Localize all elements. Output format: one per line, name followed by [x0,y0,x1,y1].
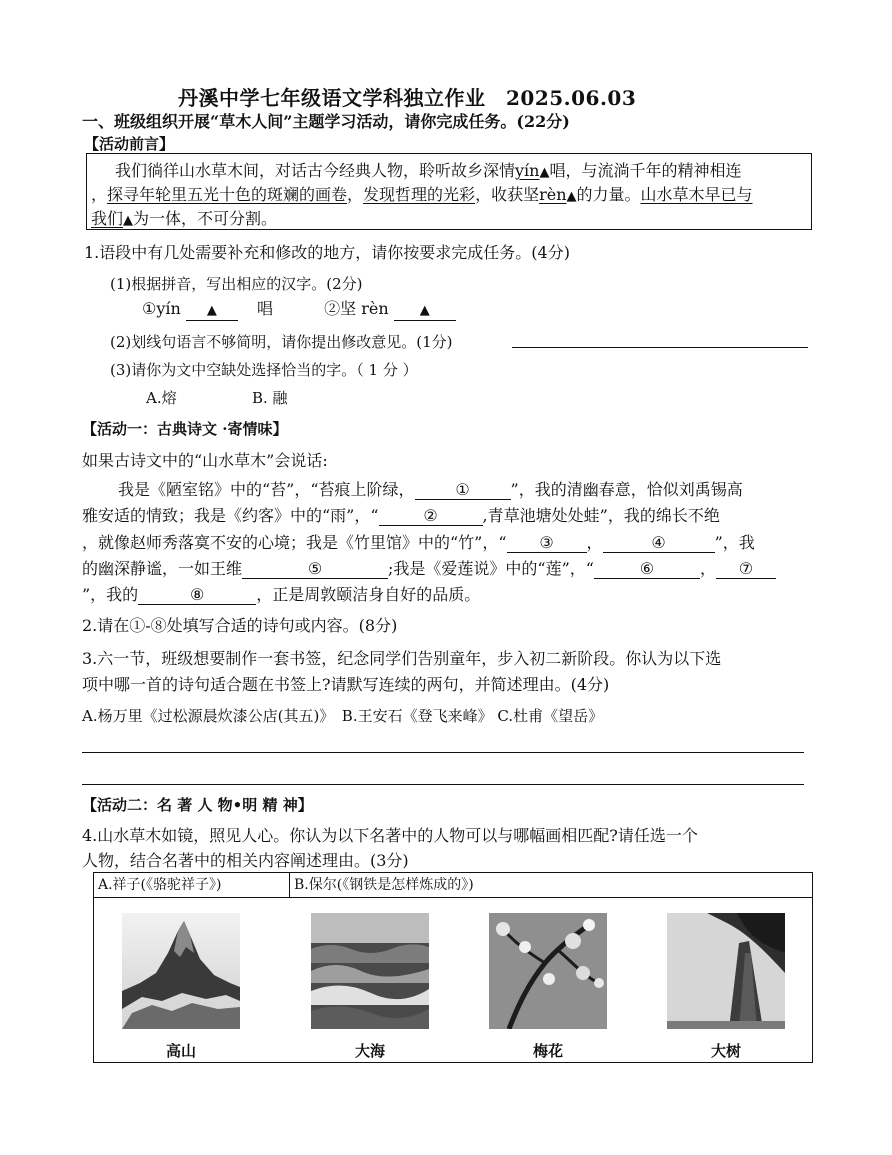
q1-option-b: B. 融 [252,389,288,407]
q4-table-header [94,873,812,898]
q1-sub3: (3)请你为文中空缺处选择恰当的字。（ 1 分 ） [110,361,418,379]
q4-option-b: B.保尔(《钢铁是怎样炼成的》) [294,877,474,893]
poem-blank-3[interactable]: ③ [507,534,587,553]
poem-line-1: 我是《陋室铭》中的“苔”，“苔痕上阶绿， ① ”，我的清幽春意，恰似刘禹锡高 [118,480,743,499]
answer-line-q3-2[interactable] [82,784,804,785]
q4-table [93,872,813,1063]
q4-option-a: A.祥子(《骆驼祥子》) [94,873,290,897]
section-one-heading: 一、班级组织开展“草木人间”主题学习活动，请你完成任务。(22分) [82,112,570,131]
mountain-picture [122,913,240,1029]
q1-stem: 1.语段中有几处需要补充和修改的地方，请你按要求完成任务。(4分) [84,243,570,262]
activity-intro-tag: 【活动前言】 [84,135,175,153]
q1-option-a: A.熔 [146,389,177,407]
underlined-sentence-2: 发现哲理的光彩 [363,185,476,204]
blank-marker: ▲ [123,213,134,228]
intro-line-3: 我们▲为一体，不可分割。 [91,209,278,228]
pinyin-ren: rèn [539,185,567,204]
answer-line-q3-1[interactable] [82,752,804,753]
poem-blank-5[interactable]: ⑤ [242,560,388,579]
poem-line-5: ”，我的 ⑧ ，正是周敦颐洁身自好的品质。 [82,585,481,604]
q1-sub1-answers: ①yín ▲ 唱 ②坚 rèn ▲ [142,296,456,322]
page-title: 丹溪中学七年级语文学科独立作业 2025.06.03 [178,86,637,110]
underlined-sentence-3: 山水草木早已与 [640,185,753,204]
tree-picture [667,913,785,1029]
answer-blank-ren[interactable]: ▲ [394,300,456,321]
poem-blank-6[interactable]: ⑥ [594,560,700,579]
answer-blank-yin[interactable]: ▲ [186,300,238,321]
q3-line-1: 3.六一节，班级想要制作一套书签，纪念同学们告别童年，步入初二新阶段。你认为以下选 [82,649,722,668]
intro-line-2: ，探寻年轮里五光十色的斑斓的画卷，发现哲理的光彩，收获坚rèn▲的力量。山水草木早已与 [91,185,753,204]
picture-caption-sea: 大海 [354,1042,385,1060]
q1-sub2: (2)划线句语言不够简明，请你提出修改意见。(1分) [110,333,453,351]
answer-line-q1-2[interactable] [512,347,808,348]
activity-one-lead: 如果古诗文中的“山水草木”会说话: [82,451,328,470]
q4-line-1: 4.山水草木如镜，照见人心。你认为以下名著中的人物可以与哪幅画相匹配?请任选一个 [82,826,698,845]
poem-blank-8[interactable]: ⑧ [138,586,256,605]
blank-marker: ▲ [566,189,577,204]
picture-caption-plum: 梅花 [532,1042,563,1060]
q3-line-2: 项中哪一首的诗句适合题在书签上?请默写连续的两句，并简述理由。(4分) [82,675,610,694]
poem-line-2: 雅安适的情致；我是《约客》中的“雨”，“ ② ,青草池塘处处蛙”，我的绵长不绝 [82,506,720,525]
plum-blossom-picture [489,913,607,1029]
q2-text: 2.请在①-⑧处填写合适的诗句或内容。(8分) [82,616,398,635]
intro-line-1: 我们徜徉山水草木间，对话古今经典人物，聆听故乡深情yín▲唱，与流淌千年的精神相连 [115,161,742,180]
picture-caption-tree: 大树 [710,1042,741,1060]
activity-two-tag: 【活动二：名 著 人 物•明 精 神】 [82,796,313,814]
q3-options: A.杨万里《过松源晨炊漆公店(其五)》 B.王安石《登飞来峰》 C.杜甫《望岳》 [82,707,604,725]
poem-blank-4[interactable]: ④ [603,534,715,553]
poem-line-4: 的幽深静谧，一如王维 ⑤ ;我是《爱莲说》中的“莲”，“ ⑥ ， ⑦ [82,556,776,582]
q4-line-2: 人物，结合名著中的相关内容阐述理由。(3分) [82,851,409,870]
poem-blank-7[interactable]: ⑦ [716,560,776,579]
picture-caption-mountain: 高山 [165,1042,196,1060]
intro-passage-box [86,153,812,230]
pinyin-yin: yín [515,161,540,180]
q1-sub1: (1)根据拼音，写出相应的汉字。(2分) [110,275,363,293]
blank-marker: ▲ [539,165,550,180]
activity-one-tag: 【活动一：古典诗文 ·寄情味】 [82,420,288,438]
poem-blank-2[interactable]: ② [379,507,483,526]
poem-line-3: ，就像赵师秀落寞不安的心境；我是《竹里馆》中的“竹”，“ ③ ， ④ ”，我 [82,533,755,552]
sea-picture [311,913,429,1029]
poem-blank-1[interactable]: ① [415,481,511,500]
underlined-sentence-1: 探寻年轮里五光十色的斑斓的画卷 [107,185,348,204]
